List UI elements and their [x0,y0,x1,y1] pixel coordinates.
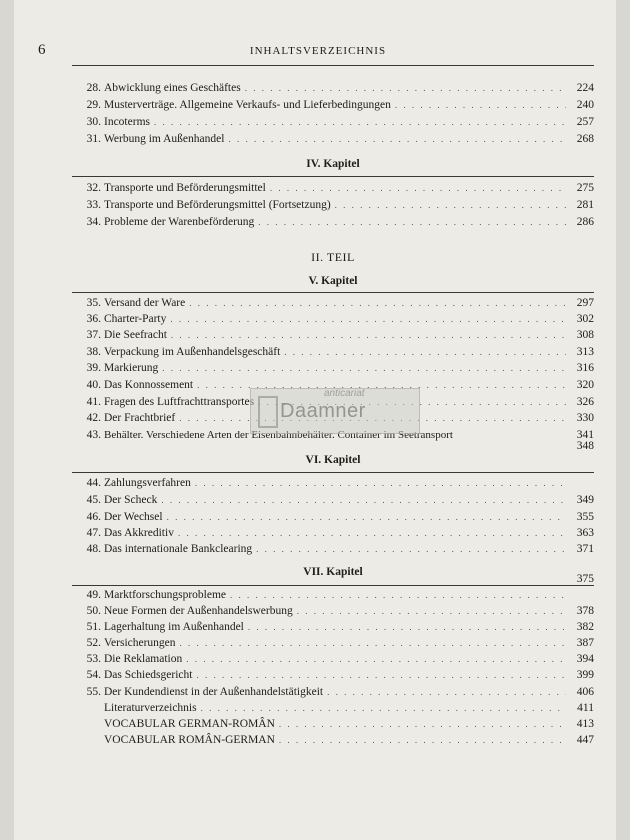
entry-number: 40. [86,379,101,391]
entry-title: VOCABULAR ROMÂN-GERMAN [104,734,275,746]
leader-dots [248,619,566,635]
entry-title: Neue Formen der Außenhandelswerbung [104,605,293,617]
entry-page: 308 [576,329,594,341]
leader-dots [327,684,566,700]
section-rule [72,472,594,473]
entry-number: 52. [86,637,101,649]
section-rule [72,176,594,177]
toc-entry [72,475,594,491]
leader-dots [297,603,566,619]
toc-entry [72,295,594,311]
toc-entry [72,131,594,147]
toc-entry [72,525,594,541]
entry-number: 51. [86,621,101,633]
toc-entry [72,684,594,700]
toc-entry [72,541,594,557]
entry-page: 316 [576,362,594,374]
entry-title: Der Scheck [104,494,158,506]
toc-entry [72,619,594,635]
entry-page: 387 [576,637,594,649]
leader-dots [395,97,566,113]
entry-number: 36. [86,313,101,325]
entry-page: 349 [576,494,594,506]
entry-number: 37. [86,329,101,341]
entry-number: 33. [86,199,101,211]
leader-dots [180,635,566,651]
leader-dots [270,180,566,196]
leader-dots [162,360,566,376]
entry-number: 54. [86,669,101,681]
entry-page: 240 [576,99,594,111]
section-rule [72,292,594,293]
leader-dots [279,716,566,732]
entry-number: 48. [86,543,101,555]
entry-title: Das Konnossement [104,379,194,391]
running-head: INHALTSVERZEICHNIS [249,45,387,57]
chapter-heading: IV. Kapitel [306,158,360,170]
entry-number: 45. [86,494,101,506]
leader-dots [196,667,566,683]
leader-dots [189,295,566,311]
entry-number: 28. [86,82,101,94]
page-number: 6 [38,42,46,58]
entry-title: Transporte und Beförderungsmittel [104,182,266,194]
entry-page: 399 [576,669,594,681]
toc-entry [72,360,594,376]
toc-entry [72,635,594,651]
entry-number: 29. [86,99,101,111]
entry-page: 413 [576,718,594,730]
entry-title: Probleme der Warenbeförderung [104,216,255,228]
entry-page: 302 [576,313,594,325]
entry-page: 411 [577,702,594,714]
entry-page: 326 [576,396,594,408]
entry-page: 275 [576,182,594,194]
toc-entry [72,214,594,230]
entry-number: 38. [86,346,101,358]
entry-page: 297 [576,297,594,309]
toc-entry [72,327,594,343]
entry-title: Incoterms [104,116,150,128]
leader-dots [170,311,566,327]
entry-title: Die Reklamation [104,653,183,665]
entry-title: Die Seefracht [104,329,167,341]
entry-number: 49. [86,589,101,601]
entry-title: Marktforschungsprobleme [104,589,226,601]
entry-page: 313 [576,346,594,358]
entry-page: 447 [576,734,594,746]
entry-title: Der Wechsel [104,511,163,523]
watermark-subtitle: anticariat [324,388,365,399]
entry-number: 46. [86,511,101,523]
leader-dots [230,587,566,603]
leader-dots [279,732,566,748]
entry-title: Lagerhaltung im Außenhandel [104,621,244,633]
entry-number: 35. [86,297,101,309]
toc-entry [72,114,594,130]
toc-entry [72,587,594,603]
entry-number: 41. [86,396,101,408]
entry-title: VOCABULAR GERMAN-ROMÂN [104,718,275,730]
entry-title: Das internationale Bankclearing [104,543,253,555]
entry-title: Versand der Ware [104,297,186,309]
entry-title: Behälter. Verschiedene Arten der Eisenbahnbehälter. Container im Seetransport [104,429,453,441]
toc-entry [72,492,594,508]
entry-number: 44. [86,477,101,489]
leader-dots [201,700,566,716]
leader-dots [186,651,566,667]
watermark-brand: Daamner [280,400,366,422]
entry-number: 43. [86,429,101,441]
entry-title: Der Kundendienst in der Außenhandelstätigkeit [104,686,324,698]
entry-page: 224 [576,82,594,94]
entry-title: Musterverträge. Allgemeine Verkaufs- und Lieferbedingungen [104,99,391,111]
entry-title: Der Frachtbrief [104,412,176,424]
chapter-heading: V. Kapitel [308,275,358,287]
entry-title: Werbung im Außenhandel [104,133,225,145]
entry-page: 363 [576,527,594,539]
entry-number: 30. [86,116,101,128]
leader-dots [256,541,566,557]
toc-entry [72,344,594,360]
entry-title: Transporte und Beförderungsmittel (Fortsetzung) [104,199,331,211]
leader-dots [161,492,566,508]
toc-entry [72,97,594,113]
leader-dots [284,344,566,360]
entry-number: 34. [86,216,101,228]
entry-page: 257 [576,116,594,128]
toc-entry [72,80,594,96]
toc-entry [72,180,594,196]
entry-page: 406 [576,686,594,698]
entry-page: 394 [576,653,594,665]
header-rule [72,65,594,66]
leader-dots [258,214,566,230]
entry-page: 286 [576,216,594,228]
chapter-heading: VII. Kapitel [303,566,363,578]
entry-page: 348 [576,440,594,452]
chapter-heading: VI. Kapitel [305,454,361,466]
entry-page: 268 [576,133,594,145]
entry-title: Zahlungsverfahren [104,477,191,489]
leader-dots [195,475,566,491]
entry-page: 382 [576,621,594,633]
toc-entry [72,197,594,213]
leader-dots [335,197,566,213]
entry-number: 47. [86,527,101,539]
entry-page: 371 [576,543,594,555]
leader-dots [245,80,566,96]
part-heading: II. TEIL [311,250,355,264]
entry-number: 39. [86,362,101,374]
entry-title: Abwicklung eines Geschäftes [104,82,241,94]
page-header [38,42,598,60]
entry-page: 375 [576,573,594,585]
entry-title: Verpackung im Außenhandelsgeschäft [104,346,281,358]
leader-dots [171,327,566,343]
entry-title: Markierung [104,362,159,374]
toc-entry [72,667,594,683]
entry-number: 42. [86,412,101,424]
entry-title: Versicherungen [104,637,176,649]
leader-dots [167,509,566,525]
entry-page: 320 [576,379,594,391]
book-page [14,0,616,840]
entry-title: Fragen des Luftfrachttransportes [104,396,255,408]
entry-page: 378 [576,605,594,617]
toc-entry [72,509,594,525]
toc-entry [72,732,594,748]
entry-title: Literaturverzeichnis [104,702,197,714]
watermark-logo-icon [258,396,278,428]
entry-number: 31. [86,133,101,145]
entry-number: 50. [86,605,101,617]
entry-number: 53. [86,653,101,665]
entry-title: Das Schiedsgericht [104,669,193,681]
leader-dots [178,525,566,541]
leader-dots [228,131,566,147]
entry-title: Charter-Party [104,313,167,325]
entry-title: Das Akkreditiv [104,527,174,539]
entry-number: 55. [86,686,101,698]
section-rule [72,585,594,586]
leader-dots [154,114,566,130]
entry-page: 330 [576,412,594,424]
toc-entry [72,603,594,619]
entry-page: 341 [576,429,594,441]
toc-entry [72,716,594,732]
toc-entry [72,700,594,716]
toc-entry [72,311,594,327]
entry-page: 355 [576,511,594,523]
entry-number: 32. [86,182,101,194]
toc-entry [72,651,594,667]
entry-page: 281 [576,199,594,211]
